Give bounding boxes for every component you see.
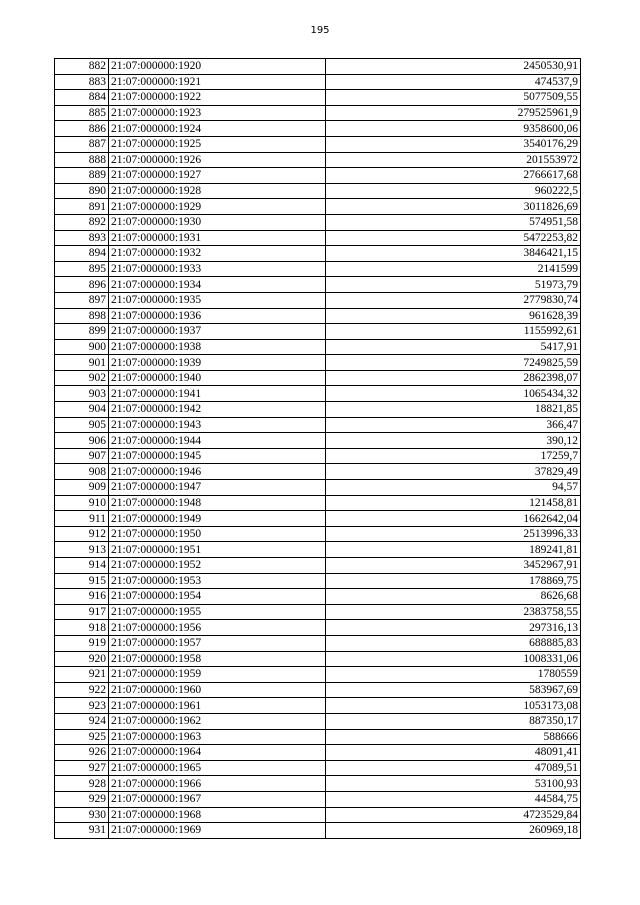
cadastral-number-cell: 21:07:000000:1944 xyxy=(109,433,326,449)
value-cell: 94,57 xyxy=(326,480,581,496)
value-cell: 7249825,59 xyxy=(326,355,581,371)
row-number-cell: 904 xyxy=(55,402,109,418)
cadastral-number-cell: 21:07:000000:1946 xyxy=(109,464,326,480)
row-number-cell: 892 xyxy=(55,214,109,230)
value-cell: 1065434,32 xyxy=(326,386,581,402)
row-number-cell: 894 xyxy=(55,246,109,262)
table-row xyxy=(55,402,581,418)
table-row xyxy=(55,370,581,386)
row-number-cell: 920 xyxy=(55,651,109,667)
table-row xyxy=(55,573,581,589)
cadastral-number-cell: 21:07:000000:1936 xyxy=(109,308,326,324)
table-row xyxy=(55,760,581,776)
cadastral-number-cell: 21:07:000000:1966 xyxy=(109,776,326,792)
table-row xyxy=(55,464,581,480)
cadastral-number-cell: 21:07:000000:1941 xyxy=(109,386,326,402)
value-cell: 1155992,61 xyxy=(326,324,581,340)
table-row xyxy=(55,604,581,620)
cadastral-number-cell: 21:07:000000:1952 xyxy=(109,558,326,574)
value-cell: 48091,41 xyxy=(326,745,581,761)
row-number-cell: 909 xyxy=(55,480,109,496)
cadastral-number-cell: 21:07:000000:1948 xyxy=(109,495,326,511)
row-number-cell: 905 xyxy=(55,417,109,433)
row-number-cell: 915 xyxy=(55,573,109,589)
row-number-cell: 921 xyxy=(55,667,109,683)
row-number-cell: 924 xyxy=(55,713,109,729)
cadastral-number-cell: 21:07:000000:1939 xyxy=(109,355,326,371)
row-number-cell: 911 xyxy=(55,511,109,527)
cadastral-number-cell: 21:07:000000:1930 xyxy=(109,214,326,230)
cadastral-number-cell: 21:07:000000:1929 xyxy=(109,199,326,215)
row-number-cell: 891 xyxy=(55,199,109,215)
value-cell: 2766617,68 xyxy=(326,168,581,184)
table-row xyxy=(55,542,581,558)
table-row xyxy=(55,776,581,792)
row-number-cell: 889 xyxy=(55,168,109,184)
row-number-cell: 930 xyxy=(55,807,109,823)
cadastral-number-cell: 21:07:000000:1931 xyxy=(109,230,326,246)
cadastral-number-cell: 21:07:000000:1960 xyxy=(109,682,326,698)
cadastral-number-cell: 21:07:000000:1957 xyxy=(109,635,326,651)
cadastral-number-cell: 21:07:000000:1953 xyxy=(109,573,326,589)
value-cell: 189241,81 xyxy=(326,542,581,558)
value-cell: 688885,83 xyxy=(326,635,581,651)
page-number: 195 xyxy=(310,25,330,36)
cadastral-number-cell: 21:07:000000:1943 xyxy=(109,417,326,433)
cadastral-number-cell: 21:07:000000:1968 xyxy=(109,807,326,823)
row-number-cell: 895 xyxy=(55,261,109,277)
table-row xyxy=(55,386,581,402)
value-cell: 279525961,9 xyxy=(326,105,581,121)
row-number-cell: 916 xyxy=(55,589,109,605)
cadastral-number-cell: 21:07:000000:1969 xyxy=(109,823,326,839)
row-number-cell: 912 xyxy=(55,526,109,542)
cadastral-number-cell: 21:07:000000:1961 xyxy=(109,698,326,714)
table-row xyxy=(55,558,581,574)
table-row xyxy=(55,682,581,698)
cadastral-number-cell: 21:07:000000:1959 xyxy=(109,667,326,683)
value-cell: 3011826,69 xyxy=(326,199,581,215)
table-row xyxy=(55,308,581,324)
table-row xyxy=(55,292,581,308)
value-cell: 5417,91 xyxy=(326,339,581,355)
value-cell: 1008331,06 xyxy=(326,651,581,667)
row-number-cell: 883 xyxy=(55,74,109,90)
value-cell: 583967,69 xyxy=(326,682,581,698)
value-cell: 574951,58 xyxy=(326,214,581,230)
cadastral-number-cell: 21:07:000000:1963 xyxy=(109,729,326,745)
value-cell: 390,12 xyxy=(326,433,581,449)
value-cell: 3452967,91 xyxy=(326,558,581,574)
row-number-cell: 900 xyxy=(55,339,109,355)
table-row xyxy=(55,168,581,184)
table-row xyxy=(55,74,581,90)
cadastral-number-cell: 21:07:000000:1928 xyxy=(109,183,326,199)
table-row xyxy=(55,214,581,230)
cadastral-number-cell: 21:07:000000:1949 xyxy=(109,511,326,527)
row-number-cell: 884 xyxy=(55,90,109,106)
value-cell: 2141599 xyxy=(326,261,581,277)
value-cell: 2383758,55 xyxy=(326,604,581,620)
table-row xyxy=(55,480,581,496)
table-row xyxy=(55,183,581,199)
value-cell: 201553972 xyxy=(326,152,581,168)
cadastral-number-cell: 21:07:000000:1967 xyxy=(109,791,326,807)
cadastral-number-cell: 21:07:000000:1947 xyxy=(109,480,326,496)
cadastral-number-cell: 21:07:000000:1942 xyxy=(109,402,326,418)
value-cell: 588666 xyxy=(326,729,581,745)
table-row xyxy=(55,199,581,215)
cadastral-number-cell: 21:07:000000:1921 xyxy=(109,74,326,90)
cadastral-number-cell: 21:07:000000:1935 xyxy=(109,292,326,308)
value-cell: 51973,79 xyxy=(326,277,581,293)
table-row xyxy=(55,667,581,683)
value-cell: 887350,17 xyxy=(326,713,581,729)
value-cell: 18821,85 xyxy=(326,402,581,418)
table-row xyxy=(55,152,581,168)
table-row xyxy=(55,791,581,807)
value-cell: 8626,68 xyxy=(326,589,581,605)
table-body xyxy=(55,59,581,839)
row-number-cell: 913 xyxy=(55,542,109,558)
cadastral-number-cell: 21:07:000000:1951 xyxy=(109,542,326,558)
value-cell: 37829,49 xyxy=(326,464,581,480)
value-cell: 4723529,84 xyxy=(326,807,581,823)
table-row xyxy=(55,246,581,262)
value-cell: 17259,7 xyxy=(326,448,581,464)
row-number-cell: 907 xyxy=(55,448,109,464)
table-row xyxy=(55,105,581,121)
table-row xyxy=(55,729,581,745)
cadastral-number-cell: 21:07:000000:1926 xyxy=(109,152,326,168)
table-row xyxy=(55,261,581,277)
value-cell: 2450530,91 xyxy=(326,59,581,75)
value-cell: 366,47 xyxy=(326,417,581,433)
row-number-cell: 910 xyxy=(55,495,109,511)
table-row xyxy=(55,59,581,75)
row-number-cell: 927 xyxy=(55,760,109,776)
row-number-cell: 885 xyxy=(55,105,109,121)
value-cell: 47089,51 xyxy=(326,760,581,776)
table-row xyxy=(55,355,581,371)
row-number-cell: 923 xyxy=(55,698,109,714)
value-cell: 53100,93 xyxy=(326,776,581,792)
cadastral-number-cell: 21:07:000000:1955 xyxy=(109,604,326,620)
row-number-cell: 901 xyxy=(55,355,109,371)
value-cell: 1053173,08 xyxy=(326,698,581,714)
cadastral-number-cell: 21:07:000000:1965 xyxy=(109,760,326,776)
cadastral-number-cell: 21:07:000000:1954 xyxy=(109,589,326,605)
table-row xyxy=(55,620,581,636)
cadastral-number-cell: 21:07:000000:1950 xyxy=(109,526,326,542)
row-number-cell: 926 xyxy=(55,745,109,761)
row-number-cell: 897 xyxy=(55,292,109,308)
row-number-cell: 888 xyxy=(55,152,109,168)
value-cell: 2779830,74 xyxy=(326,292,581,308)
value-cell: 2513996,33 xyxy=(326,526,581,542)
cadastral-number-cell: 21:07:000000:1940 xyxy=(109,370,326,386)
row-number-cell: 914 xyxy=(55,558,109,574)
value-cell: 178869,75 xyxy=(326,573,581,589)
table-row xyxy=(55,807,581,823)
table-row xyxy=(55,324,581,340)
cadastral-number-cell: 21:07:000000:1938 xyxy=(109,339,326,355)
row-number-cell: 906 xyxy=(55,433,109,449)
value-cell: 5472253,82 xyxy=(326,230,581,246)
table-row xyxy=(55,511,581,527)
table-row xyxy=(55,136,581,152)
value-cell: 2862398,07 xyxy=(326,370,581,386)
cadastral-number-cell: 21:07:000000:1923 xyxy=(109,105,326,121)
value-cell: 961628,39 xyxy=(326,308,581,324)
table-row xyxy=(55,495,581,511)
row-number-cell: 919 xyxy=(55,635,109,651)
row-number-cell: 929 xyxy=(55,791,109,807)
value-cell: 1662642,04 xyxy=(326,511,581,527)
row-number-cell: 896 xyxy=(55,277,109,293)
table-row xyxy=(55,526,581,542)
table-row xyxy=(55,339,581,355)
cadastral-number-cell: 21:07:000000:1927 xyxy=(109,168,326,184)
value-cell: 474537,9 xyxy=(326,74,581,90)
value-cell: 3846421,15 xyxy=(326,246,581,262)
value-cell: 44584,75 xyxy=(326,791,581,807)
row-number-cell: 882 xyxy=(55,59,109,75)
value-cell: 9358600,06 xyxy=(326,121,581,137)
row-number-cell: 908 xyxy=(55,464,109,480)
cadastral-number-cell: 21:07:000000:1933 xyxy=(109,261,326,277)
table-row xyxy=(55,230,581,246)
cadastral-number-cell: 21:07:000000:1964 xyxy=(109,745,326,761)
table-row xyxy=(55,90,581,106)
row-number-cell: 928 xyxy=(55,776,109,792)
row-number-cell: 898 xyxy=(55,308,109,324)
table-row xyxy=(55,121,581,137)
table-row xyxy=(55,448,581,464)
cadastral-number-cell: 21:07:000000:1937 xyxy=(109,324,326,340)
table-row xyxy=(55,823,581,839)
table-row xyxy=(55,745,581,761)
table-row xyxy=(55,589,581,605)
row-number-cell: 903 xyxy=(55,386,109,402)
table-row xyxy=(55,417,581,433)
row-number-cell: 887 xyxy=(55,136,109,152)
table-row xyxy=(55,713,581,729)
value-cell: 121458,81 xyxy=(326,495,581,511)
cadastral-number-cell: 21:07:000000:1934 xyxy=(109,277,326,293)
value-cell: 3540176,29 xyxy=(326,136,581,152)
cadastral-number-cell: 21:07:000000:1962 xyxy=(109,713,326,729)
cadastral-number-cell: 21:07:000000:1958 xyxy=(109,651,326,667)
cadastral-number-cell: 21:07:000000:1920 xyxy=(109,59,326,75)
cadastral-number-cell: 21:07:000000:1924 xyxy=(109,121,326,137)
row-number-cell: 902 xyxy=(55,370,109,386)
row-number-cell: 890 xyxy=(55,183,109,199)
cadastral-table xyxy=(54,58,581,839)
row-number-cell: 899 xyxy=(55,324,109,340)
cadastral-number-cell: 21:07:000000:1956 xyxy=(109,620,326,636)
table-row xyxy=(55,698,581,714)
table-row xyxy=(55,651,581,667)
table-row xyxy=(55,635,581,651)
value-cell: 297316,13 xyxy=(326,620,581,636)
row-number-cell: 931 xyxy=(55,823,109,839)
value-cell: 960222,5 xyxy=(326,183,581,199)
row-number-cell: 918 xyxy=(55,620,109,636)
row-number-cell: 917 xyxy=(55,604,109,620)
table-row xyxy=(55,433,581,449)
value-cell: 260969,18 xyxy=(326,823,581,839)
row-number-cell: 886 xyxy=(55,121,109,137)
cadastral-number-cell: 21:07:000000:1932 xyxy=(109,246,326,262)
cadastral-number-cell: 21:07:000000:1945 xyxy=(109,448,326,464)
cadastral-number-cell: 21:07:000000:1925 xyxy=(109,136,326,152)
cadastral-number-cell: 21:07:000000:1922 xyxy=(109,90,326,106)
value-cell: 1780559 xyxy=(326,667,581,683)
row-number-cell: 925 xyxy=(55,729,109,745)
row-number-cell: 893 xyxy=(55,230,109,246)
table-row xyxy=(55,277,581,293)
row-number-cell: 922 xyxy=(55,682,109,698)
value-cell: 5077509,55 xyxy=(326,90,581,106)
